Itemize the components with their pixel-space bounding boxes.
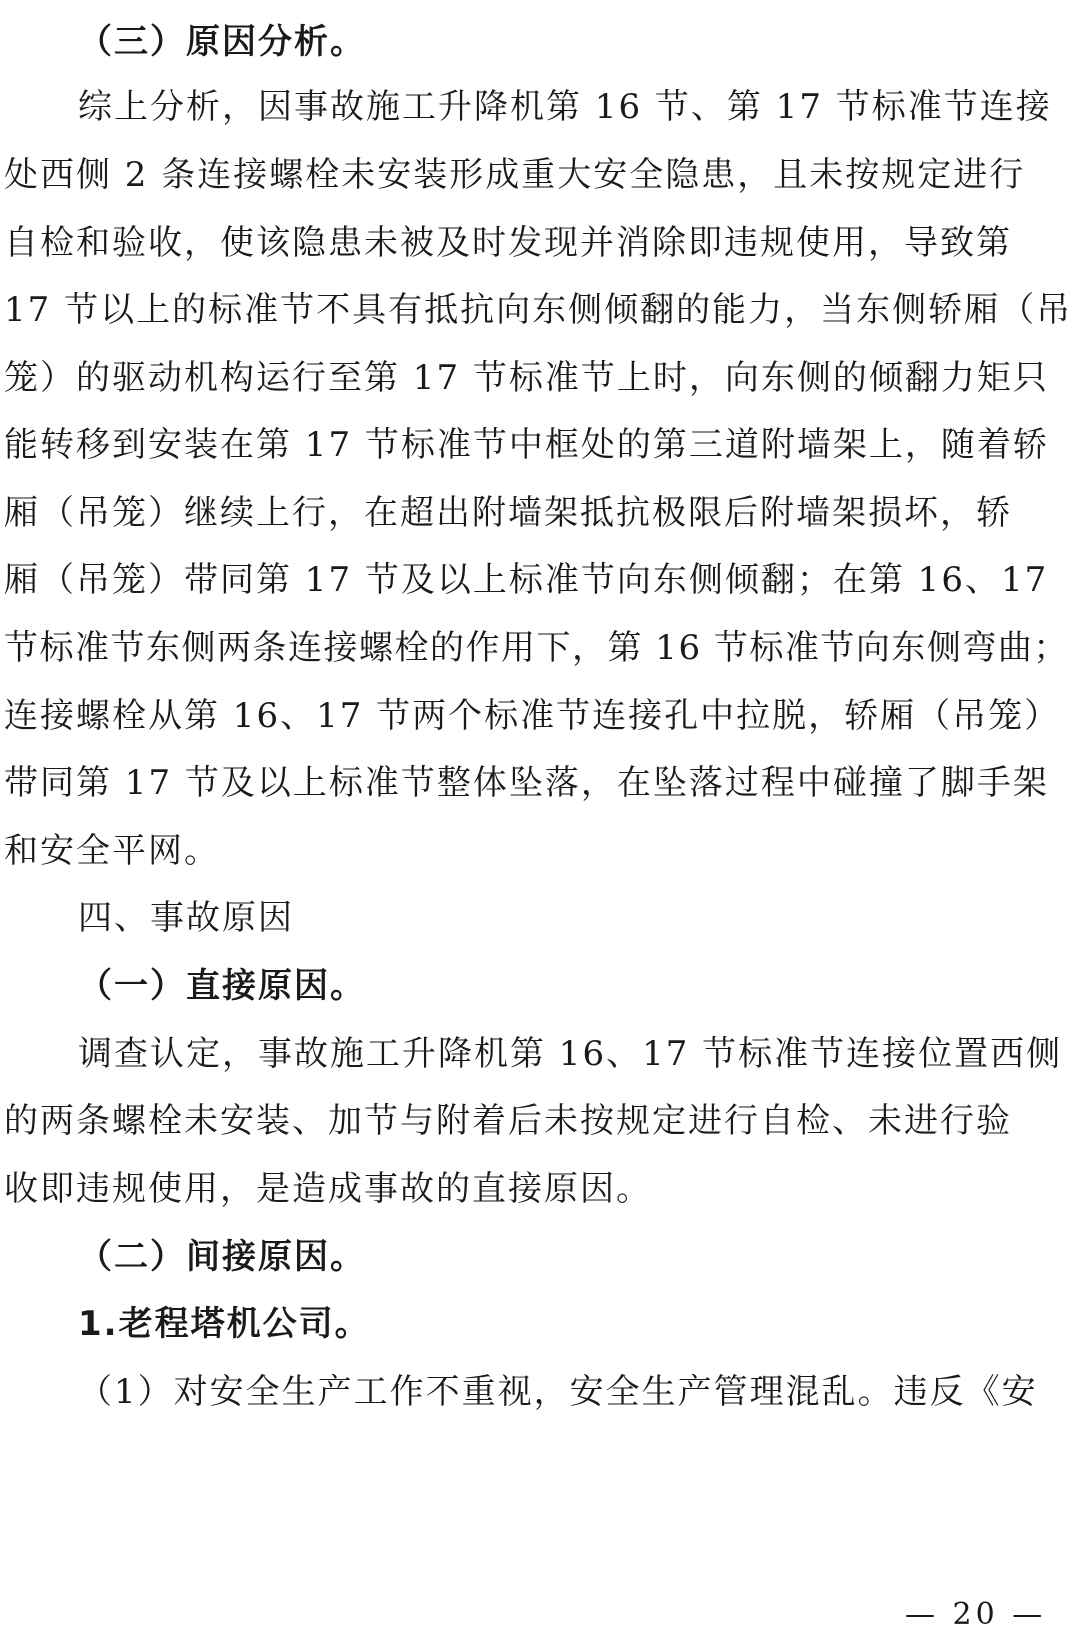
paragraph-line: 带同第 17 节及以上标准节整体坠落，在坠落过程中碰撞了脚手架 bbox=[4, 763, 1049, 803]
page-number: — 20 — bbox=[905, 1597, 1047, 1632]
paragraph-line: 的两条螺栓未安装、加节与附着后未按规定进行自检、未进行验 bbox=[4, 1101, 1012, 1141]
paragraph-line: 厢（吊笼）带同第 17 节及以上标准节向东侧倾翻；在第 16、17 bbox=[4, 560, 1049, 600]
paragraph-line: 17 节以上的标准节不具有抵抗向东侧倾翻的能力，当东侧轿厢（吊 bbox=[4, 290, 1073, 330]
paragraph-line: 和安全平网。 bbox=[4, 831, 220, 871]
section-heading-accident-causes: 四、事故原因 bbox=[78, 898, 294, 938]
paragraph-line: （1）对安全生产工作不重视，安全生产管理混乱。违反《安 bbox=[78, 1372, 1038, 1412]
paragraph-line: 节标准节东侧两条连接螺栓的作用下，第 16 节标准节向东侧弯曲； bbox=[4, 628, 1069, 668]
paragraph-line: 处西侧 2 条连接螺栓未安装形成重大安全隐患，且未按规定进行 bbox=[4, 155, 1026, 195]
paragraph-line: 能转移到安装在第 17 节标准节中框处的第三道附墙架上，随着轿 bbox=[4, 425, 1049, 465]
paragraph-line: 调查认定，事故施工升降机第 16、17 节标准节连接位置西侧 bbox=[78, 1034, 1063, 1074]
heading-direct-cause: （一）直接原因。 bbox=[78, 966, 366, 1006]
paragraph-line: 综上分析，因事故施工升降机第 16 节、第 17 节标准节连接 bbox=[78, 87, 1052, 127]
heading-company: 1.老程塔机公司。 bbox=[78, 1304, 371, 1344]
heading-indirect-cause: （二）间接原因。 bbox=[78, 1237, 366, 1277]
heading-cause-analysis: （三）原因分析。 bbox=[78, 22, 366, 62]
paragraph-line: 连接螺栓从第 16、17 节两个标准节连接孔中拉脱，轿厢（吊笼） bbox=[4, 696, 1061, 736]
paragraph-line: 自检和验收，使该隐患未被及时发现并消除即违规使用，导致第 bbox=[4, 223, 1012, 263]
paragraph-line: 收即违规使用，是造成事故的直接原因。 bbox=[4, 1169, 652, 1209]
paragraph-line: 笼）的驱动机构运行至第 17 节标准节上时，向东侧的倾翻力矩只 bbox=[4, 358, 1049, 398]
paragraph-line: 厢（吊笼）继续上行，在超出附墙架抵抗极限后附墙架损坏，轿 bbox=[4, 493, 1012, 533]
